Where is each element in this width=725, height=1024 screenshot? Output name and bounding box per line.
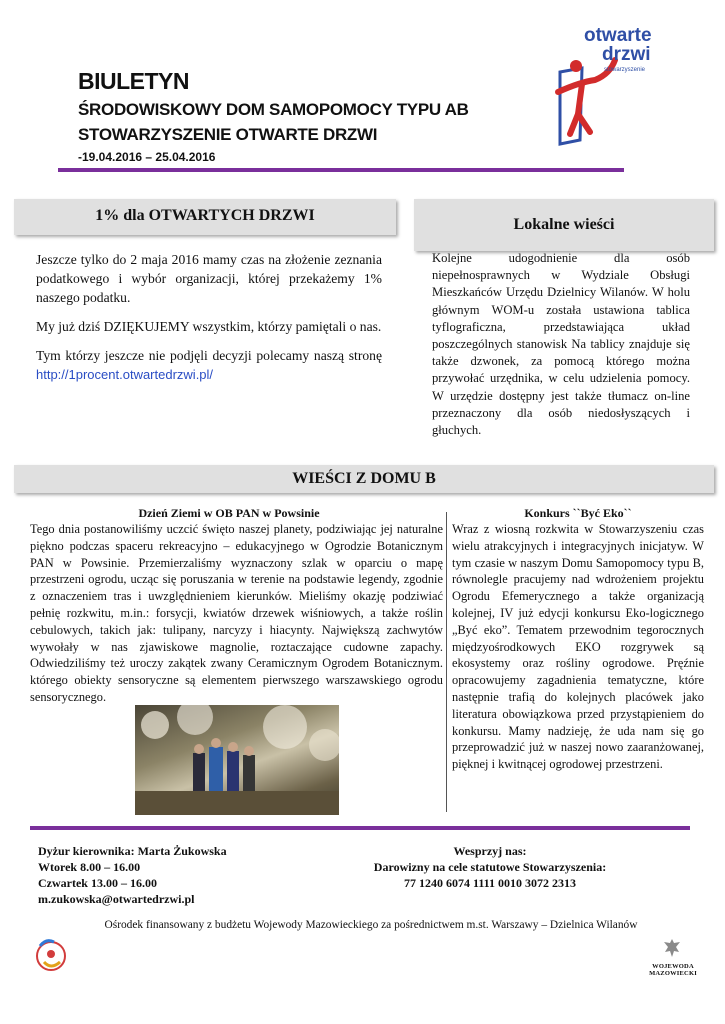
news-heading: WIEŚCI Z DOMU B bbox=[14, 465, 714, 493]
duty-line-1: Dyżur kierownika: Marta Żukowska bbox=[38, 844, 227, 858]
local-news-text: Kolejne udogodnienie dla osób niepełnosprawnych w Wydziale Obsługi Mieszkańców Urzędu Dzielnicy Wilanów. W holu głównym WOM-u została ustawiona tablica tyflograficzna, przedstawiająca układ poszczególnych stanowisk Na tablicy znajduje się także dzwonek, za pomocą którego można przywołać urzędnika, w celu udzielenia pomocy. W urzędzie dostępny jest także tłumacz on-line przeznaczony dla osób niedosłyszących i głuchych. bbox=[432, 251, 690, 438]
partner-logo bbox=[30, 932, 72, 976]
right-box-heading: Lokalne wieści bbox=[414, 199, 714, 251]
duty-line-3: Czwartek 13.00 – 16.00 bbox=[38, 876, 157, 890]
eagle-emblem bbox=[660, 936, 684, 960]
duty-info bbox=[38, 843, 338, 907]
logo-text-3: stowarzyszenie bbox=[604, 67, 646, 73]
org-name-line-1: ŚRODOWISKOWY DOM SAMOPOMOCY TYPU AB bbox=[78, 100, 469, 119]
left-box-body bbox=[36, 250, 382, 394]
eagle-icon bbox=[660, 936, 684, 960]
logo-text-2: drzwi bbox=[602, 44, 651, 65]
eco-contest-title: Konkurs ``Być Eko`` bbox=[524, 506, 632, 520]
one-percent-link[interactable]: http://1procent.otwartedrzwi.pl/ bbox=[36, 367, 214, 382]
left-box-paragraph-2: My już dziś DZIĘKUJEMY wszystkim, którzy pamiętali o nas. bbox=[36, 319, 382, 334]
eco-contest-text: Wraz z wiosną rozkwita w Stowarzyszeniu czas wielu atrakcyjnych i integracyjnych inicjatyw. W tym czasie w naszym Domu Samopomocy typu B, równolegle pracujemy nad wdrożeniem projektu Ogrodu Efemerycznego a także organizacją kolejnej, IV już edycji konkursu Eko-logicznego „Być eko”. Tematem przewodnim tegorocznych międzyośrodkowych EKO rozgrywek są ekosystemy oraz rośliny ogrodowe. Pręźnie opracowujemy zagadnienia tematyczne, które następnie trafią do kolejnych placówek jako literatura obowiązkowa przed przystąpieniem do konkursu. Mamy nadzieję, że uda nam się go przeprowadzić już w naszej nowo zaaranżowanej, pięknej i kwitnącej ogrodowej przestrzeni. bbox=[452, 522, 704, 772]
voivode-label: WOJEWODA MAZOWIECKI bbox=[649, 963, 697, 977]
funding-note: Ośrodek finansowany z budżetu Wojewody Mazowieckiego za pośrednictwem m.st. Warszawy – Dzielnica Wilanów bbox=[104, 919, 638, 931]
support-info bbox=[320, 843, 660, 891]
duty-line-2: Wtorek 8.00 – 16.00 bbox=[38, 860, 141, 874]
bank-account-number: 77 1240 6074 1111 0010 3072 2313 bbox=[403, 876, 576, 890]
duty-email[interactable]: m.zukowska@otwartedrzwi.pl bbox=[38, 892, 195, 906]
group-photo-icon bbox=[135, 705, 339, 815]
earth-day-title: Dzień Ziemi w OB PAN w Powsinie bbox=[138, 506, 320, 520]
left-box-paragraph-3 bbox=[36, 346, 382, 384]
news-column-divider bbox=[446, 512, 447, 812]
earth-day-photo bbox=[135, 705, 339, 815]
org-name-line-2: STOWARZYSZENIE OTWARTE DRZWI bbox=[78, 125, 378, 144]
otwarte-drzwi-logo bbox=[540, 22, 680, 162]
left-box-heading: 1% dla OTWARTYCH DRZWI bbox=[14, 199, 396, 235]
logo-text-1: otwarte bbox=[584, 25, 652, 46]
header-divider bbox=[58, 168, 624, 172]
partner-logo-icon bbox=[30, 932, 72, 976]
support-line-2: Darowizny na cele statutowe Stowarzyszenia: bbox=[373, 860, 607, 874]
earth-day-text: Tego dnia postanowiliśmy uczcić święto naszej planety, podziwiając jej naturalne piękno podczas spaceru rekreacyjno – edukacyjnego w Ogrodzie Botanicznym PAN w Powsinie. Przemierzaliśmy wyznaczony szlak w oparciu o mapę przestrzeni ogrodu, ucząc się poruszania w terenie na podstawie legendy, zgodnie z oznaczeniem tras i uwzględnieniem kierunków. Mieliśmy okazję podziwiać pełnię rozkwitu, m.in.: forsycji, kwiatów drzewek wiśniowych, a także roślin cebulowych, takich jak: tulipany, narcyzy i hiacynty. Największą zachwytów wywołały w nas zjawiskowe magnolie, roztaczające cudowne zapachy. Odwiedziliśmy też uroczy zakątek zwany Ceramicznym Ogrodem Botanicznym. którego obiekty sensoryczne są elementem pierwszego warszawskiego ogrodu sensorycznego. bbox=[30, 522, 443, 704]
left-box-paragraph-1: Jeszcze tylko do 2 maja 2016 mamy czas na złożenie zeznania podatkowego i wybór organizacji, której przekażemy 1% naszego podatku. bbox=[36, 252, 382, 305]
support-line-1: Wesprzyj nas: bbox=[453, 844, 527, 858]
footer-divider bbox=[30, 826, 690, 830]
date-range: -19.04.2016 – 25.04.2016 bbox=[78, 150, 216, 164]
bulletin-title: BIULETYN bbox=[78, 68, 189, 94]
left-box-paragraph-3-text: Tym którzy jeszcze nie podjęli decyzji polecamy naszą stronę bbox=[36, 348, 382, 363]
